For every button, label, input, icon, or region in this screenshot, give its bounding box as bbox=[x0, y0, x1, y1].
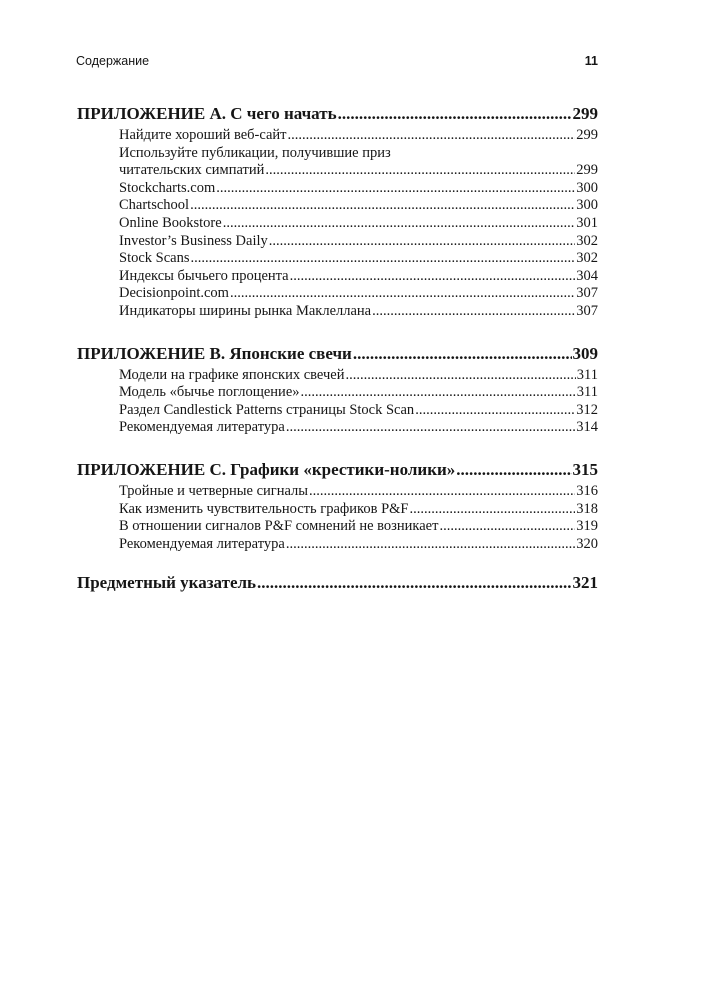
toc-entry-page: 316 bbox=[576, 482, 598, 499]
toc-entries bbox=[77, 367, 598, 437]
dot-leader bbox=[409, 501, 575, 519]
toc-entry-label: Модель «бычье поглощение» bbox=[119, 384, 300, 401]
toc-entry-label: Investor’s Business Daily bbox=[119, 232, 268, 249]
toc-entries bbox=[77, 483, 598, 553]
toc-heading-title: ПРИЛОЖЕНИЕ A. С чего начать bbox=[77, 104, 337, 123]
dot-leader bbox=[372, 303, 575, 321]
toc-entry[interactable] bbox=[119, 402, 598, 420]
toc-entry-label: В отношении сигналов P&F сомнений не возникает bbox=[119, 518, 439, 535]
toc-entry-page: 311 bbox=[576, 366, 598, 383]
toc-heading-page: 315 bbox=[572, 459, 598, 479]
dot-leader bbox=[290, 268, 576, 286]
toc-entry-page: 302 bbox=[576, 232, 598, 249]
dot-leader bbox=[439, 518, 575, 536]
toc-entry-label: Раздел Candlestick Patterns страницы Stock Scan bbox=[119, 401, 415, 418]
dot-leader bbox=[288, 127, 576, 145]
toc-entry-page: 299 bbox=[576, 162, 598, 179]
toc-entry-label: Stock Scans bbox=[119, 250, 190, 267]
toc-entry-page: 304 bbox=[576, 267, 598, 284]
toc-entry-page: 320 bbox=[576, 535, 598, 552]
dot-leader bbox=[286, 536, 575, 554]
toc-entry[interactable] bbox=[119, 180, 598, 198]
toc-entry-page: 299 bbox=[576, 127, 598, 143]
toc-section-appendix-b bbox=[77, 344, 598, 437]
toc-entry-page: 314 bbox=[576, 419, 598, 436]
toc-entry[interactable] bbox=[119, 384, 598, 402]
table-of-contents bbox=[77, 104, 598, 593]
running-head-title: Содержание bbox=[76, 54, 150, 68]
toc-entry[interactable] bbox=[119, 285, 598, 303]
toc-entry-page: 318 bbox=[576, 500, 598, 517]
dot-leader bbox=[190, 197, 575, 215]
toc-entry-page: 302 bbox=[576, 250, 598, 267]
toc-entry[interactable] bbox=[119, 250, 598, 268]
dot-leader bbox=[353, 344, 572, 364]
toc-entry-label: Chartschool bbox=[119, 197, 190, 214]
toc-entry[interactable] bbox=[119, 127, 598, 145]
toc-entry[interactable] bbox=[119, 419, 598, 437]
toc-entry[interactable] bbox=[119, 518, 598, 536]
toc-entry-first-line[interactable]: Используйте публикации, получившие приз bbox=[119, 144, 391, 161]
page-number: 11 bbox=[584, 54, 598, 68]
running-head bbox=[76, 54, 598, 74]
toc-section-appendix-a bbox=[77, 104, 598, 321]
toc-entry[interactable] bbox=[119, 303, 598, 321]
toc-entry-label: Online Bookstore bbox=[119, 214, 222, 231]
toc-entry-label: Индексы бычьего процента bbox=[119, 267, 289, 284]
dot-leader bbox=[190, 250, 575, 268]
dot-leader bbox=[456, 460, 571, 480]
toc-heading-title: ПРИЛОЖЕНИЕ B. Японские свечи bbox=[77, 343, 352, 363]
toc-entry-page: 300 bbox=[576, 197, 598, 214]
toc-entry-label: Индикаторы ширины рынка Маклеллана bbox=[119, 302, 372, 319]
dot-leader bbox=[223, 215, 576, 233]
dot-leader bbox=[257, 573, 571, 593]
toc-entry-page: 307 bbox=[576, 302, 598, 319]
toc-heading-index[interactable] bbox=[77, 573, 598, 593]
dot-leader bbox=[265, 162, 575, 180]
toc-entry-label: Как изменить чувствительность графиков P&F bbox=[119, 500, 409, 517]
toc-entry[interactable] bbox=[119, 367, 598, 385]
toc-entry-label: Рекомендуемая литература bbox=[119, 535, 285, 552]
dot-leader bbox=[309, 483, 575, 501]
toc-entry-label: Найдите хороший веб-сайт bbox=[119, 127, 287, 143]
dot-leader bbox=[286, 419, 575, 437]
toc-entry[interactable] bbox=[119, 483, 598, 501]
dot-leader bbox=[301, 384, 576, 402]
toc-section-appendix-c bbox=[77, 460, 598, 553]
toc-entry-page: 301 bbox=[576, 214, 598, 231]
toc-entry[interactable] bbox=[119, 215, 598, 233]
toc-entry-label: Тройные и четверные сигналы bbox=[119, 482, 309, 499]
toc-heading-title: Предметный указатель bbox=[77, 573, 257, 593]
dot-leader bbox=[230, 285, 575, 303]
dot-leader bbox=[269, 233, 575, 251]
toc-heading-page: 309 bbox=[572, 343, 598, 363]
dot-leader bbox=[338, 104, 572, 124]
toc-entry[interactable] bbox=[119, 233, 598, 251]
toc-entry[interactable] bbox=[119, 268, 598, 286]
toc-entry-label: Рекомендуемая литература bbox=[119, 419, 285, 436]
toc-entry-label: Модели на графике японских свечей bbox=[119, 366, 345, 383]
toc-entry-label: читательских симпатий bbox=[119, 162, 265, 179]
toc-heading-appendix-c[interactable] bbox=[77, 460, 598, 480]
toc-entry-page: 319 bbox=[576, 518, 598, 535]
toc-entry-page: 300 bbox=[576, 179, 598, 196]
toc-heading-title: ПРИЛОЖЕНИЕ C. Графики «крестики-нолики» bbox=[77, 459, 456, 479]
toc-entry[interactable] bbox=[119, 536, 598, 554]
toc-heading-appendix-b[interactable] bbox=[77, 344, 598, 364]
dot-leader bbox=[216, 180, 575, 198]
toc-entry-label: Decisionpoint.com bbox=[119, 285, 229, 302]
toc-entry[interactable] bbox=[119, 501, 598, 519]
toc-entry-page: 312 bbox=[576, 401, 598, 418]
toc-heading-page: 321 bbox=[572, 573, 598, 593]
toc-entry-page: 307 bbox=[576, 285, 598, 302]
toc-heading-page: 299 bbox=[572, 104, 598, 123]
toc-entry[interactable] bbox=[119, 162, 598, 180]
toc-entry-label: Stockcharts.com bbox=[119, 179, 216, 196]
toc-entries bbox=[77, 127, 598, 321]
dot-leader bbox=[345, 367, 575, 385]
toc-heading-appendix-a[interactable] bbox=[77, 104, 598, 124]
toc-entry-page: 311 bbox=[576, 384, 598, 401]
toc-entry[interactable] bbox=[119, 197, 598, 215]
dot-leader bbox=[415, 402, 575, 420]
